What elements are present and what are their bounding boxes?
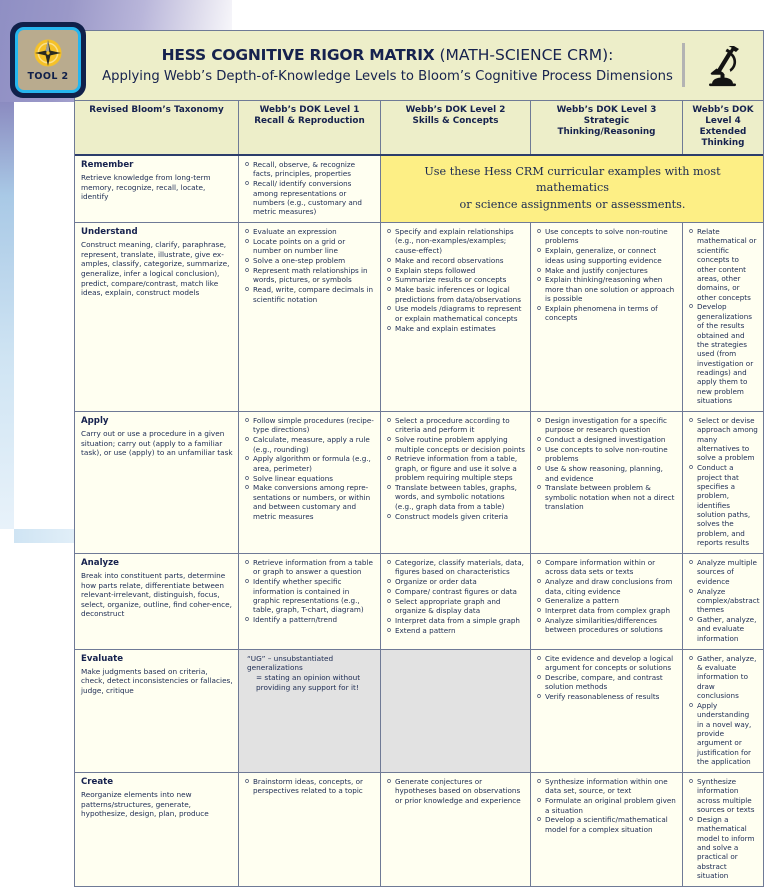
dok3-list — [537, 227, 677, 323]
list-item: o Construct models given criteria — [387, 512, 525, 521]
dok2-cell-create — [381, 773, 531, 886]
microscope-icon — [701, 43, 747, 87]
bloom-cell-apply — [75, 412, 239, 553]
crm-usage-banner — [381, 156, 763, 222]
list-item: o Organize or order data — [387, 577, 525, 586]
bloom-description: Break into constituent parts, determine how parts relate, differentiate between relevant-irrelevant, distinguish, focus, select, organize, outline, find coher-ence, deconstruct — [81, 570, 232, 619]
dok4-list — [689, 654, 758, 767]
matrix-row-understand — [75, 223, 763, 412]
list-item: o Design investigation for a specific purpose or research question — [537, 416, 677, 435]
list-item: o Locate points on a grid or number on number line — [245, 237, 375, 256]
matrix-header — [75, 31, 763, 101]
dok2-list — [387, 558, 525, 635]
dok2-list — [387, 227, 525, 333]
matrix-row-analyze — [75, 554, 763, 650]
tool-badge — [10, 22, 86, 98]
list-item: o Solve routine problem applying multiple concepts or decision points — [387, 435, 525, 454]
list-item: o Relate mathematical or scientific concepts to other content areas, other domains, or other concepts — [689, 227, 758, 302]
dok4-list — [689, 227, 758, 405]
list-item: o Specify and explain relationships (e.g., non-examples/examples; cause-effect) — [387, 227, 525, 255]
bloom-cell-evaluate — [75, 650, 239, 772]
list-item: o Follow simple procedures (recipe-type directions) — [245, 416, 375, 435]
dok1-list — [245, 416, 375, 521]
list-item: o Select a procedure according to criteria and perform it — [387, 416, 525, 435]
bloom-description: Reorganize elements into new patterns/structures, generate, hypothesize, design, plan, produce — [81, 790, 209, 819]
bloom-title: Create — [81, 777, 114, 787]
dok4-cell-evaluate — [683, 650, 763, 772]
column-header-dok4-line1: Webb’s DOK Level 4 — [692, 105, 754, 126]
list-item: o Translate between problem & symbolic notation when not a direct translation — [537, 483, 677, 511]
dok4-list — [689, 558, 758, 643]
ug-note-line1: “UG” – unsubstantiated generalizations — [247, 653, 334, 673]
dok1-list — [245, 558, 375, 625]
list-item: o Identify a pattern/trend — [245, 615, 375, 624]
list-item: o Compare information within or across data sets or texts — [537, 558, 677, 577]
dok1-cell-evaluate — [239, 650, 381, 772]
dok1-cell-remember — [239, 156, 381, 222]
dok1-list — [245, 777, 375, 796]
dok2-cell-analyze — [381, 554, 531, 649]
column-header-dok1-line1: Webb’s DOK Level 1 — [259, 105, 360, 115]
page-title — [97, 46, 678, 65]
ug-note-line3: providing any support for it! — [256, 682, 359, 692]
dok3-cell-create — [531, 773, 683, 886]
column-header-bloom — [75, 101, 239, 154]
list-item: o Describe, compare, and contrast solution methods — [537, 673, 677, 692]
list-item: o Make basic inferences or logical predictions from data/observations — [387, 285, 525, 304]
list-item: o Brainstorm ideas, concepts, or perspectives related to a topic — [245, 777, 375, 796]
dok4-list — [689, 777, 758, 880]
bloom-title: Analyze — [81, 557, 119, 568]
list-item: o Synthesize information across multiple sources or texts — [689, 777, 758, 814]
list-item: o Solve a one-step problem — [245, 256, 375, 265]
list-item: o Make and explain estimates — [387, 324, 525, 333]
list-item: o Develop generalizations of the results obtained and the strategies used (from investigation or readings) and apply them to new problem situations — [689, 302, 758, 405]
list-item: o Use models /diagrams to represent or explain mathematical concepts — [387, 304, 525, 323]
list-item: o Make and justify conjectures — [537, 266, 677, 275]
list-item: o Conduct a designed investigation — [537, 435, 677, 444]
list-item: o Extend a pattern — [387, 626, 525, 635]
list-item: o Conduct a project that specifies a problem, identifies solution paths, solves the problem, and reports results — [689, 463, 758, 547]
list-item: o Gather, analyze, and evaluate information — [689, 615, 758, 643]
crm-usage-banner-line2: or science assignments or assessments. — [459, 197, 686, 211]
dok4-cell-create — [683, 773, 763, 886]
matrix-row-remember — [75, 156, 763, 223]
list-item: o Explain, generalize, or connect ideas using supporting evidence — [537, 246, 677, 265]
hess-cognitive-rigor-matrix — [74, 30, 764, 887]
dok2-cell-apply — [381, 412, 531, 553]
column-header-dok3 — [531, 101, 683, 154]
list-item: o Analyze similarities/differences between procedures or solutions — [537, 616, 677, 635]
bloom-description: Construct meaning, clarify, paraphrase, represent, translate, illustrate, give ex-amples, classify, categorize, summarize, generalize, infer a logical conclusion), predict, compare/contrast, match like ideas, explain, construct models — [81, 240, 230, 298]
page-title-light: (MATH-SCIENCE CRM): — [434, 46, 614, 65]
column-header-dok1 — [239, 101, 381, 154]
dok4-cell-apply — [683, 412, 763, 553]
column-header-dok2-line2: Skills & Concepts — [412, 115, 499, 126]
column-header-dok4-line2: Extended Thinking — [699, 126, 747, 148]
dok3-list — [537, 558, 677, 635]
matrix-header-text — [75, 46, 678, 83]
list-item: o Design a mathematical model to inform and solve a practical or abstract situation — [689, 815, 758, 881]
list-item: o Summarize results or concepts — [387, 275, 525, 284]
bloom-description: Make judgments based on criteria, check, detect inconsistencies or fallacies, judge, critique — [81, 666, 233, 695]
dok1-cell-apply — [239, 412, 381, 553]
dok1-cell-analyze — [239, 554, 381, 649]
list-item: o Calculate, measure, apply a rule (e.g., rounding) — [245, 435, 375, 454]
column-header-bloom-line1: Revised Bloom’s Taxonomy — [89, 105, 224, 115]
list-item: o Formulate an original problem given a situation — [537, 796, 677, 815]
list-item: o Identify whether specific information is contained in graphic representations (e.g., table, graph, T-chart, diagram) — [245, 577, 375, 614]
dok2-list — [387, 777, 525, 805]
dok3-cell-evaluate — [531, 650, 683, 772]
list-item: o Translate between tables, graphs, words, and symbolic notations (e.g., graph data from a table) — [387, 483, 525, 511]
matrix-row-create — [75, 773, 763, 886]
dok2-cell-evaluate — [381, 650, 531, 772]
list-item: o Compare/ contrast figures or data — [387, 587, 525, 596]
list-item: o Retrieve information from a table, graph, or figure and use it solve a problem requiring multiple steps — [387, 454, 525, 482]
list-item: o Generate conjectures or hypotheses based on observations or prior knowledge and experience — [387, 777, 525, 805]
list-item: o Explain thinking/reasoning when more than one solution or approach is possible — [537, 275, 677, 303]
bloom-description: Retrieve knowledge from long-term memory, recognize, recall, locate, identify — [81, 172, 211, 202]
column-header-dok2 — [381, 101, 531, 154]
bloom-cell-understand — [75, 223, 239, 411]
list-item: o Verify reasonableness of results — [537, 692, 677, 701]
dok3-list — [537, 654, 677, 702]
dok2-list — [387, 416, 525, 521]
bloom-title: Remember — [81, 159, 134, 170]
dok3-list — [537, 777, 677, 834]
header-divider — [682, 43, 685, 87]
list-item: o Synthesize information within one data set, source, or text — [537, 777, 677, 796]
dok2-cell-understand — [381, 223, 531, 411]
tool-badge-label: TOOL 2 — [27, 71, 69, 82]
dok3-list — [537, 416, 677, 512]
list-item: o Evaluate an expression — [245, 227, 375, 236]
list-item: o Use concepts to solve non-routine problems — [537, 445, 677, 464]
list-item: o Use & show reasoning, planning, and evidence — [537, 464, 677, 483]
dok4-cell-analyze — [683, 554, 763, 649]
page-title-strong: HESS COGNITIVE RIGOR MATRIX — [161, 46, 435, 65]
list-item: o Analyze and draw conclusions from data, citing evidence — [537, 577, 677, 596]
list-item: o Apply algorithm or formula (e.g., area, perimeter) — [245, 454, 375, 473]
list-item: o Make and record observations — [387, 256, 525, 265]
list-item: o Explain steps followed — [387, 266, 525, 275]
column-header-dok4 — [683, 101, 763, 154]
bloom-cell-remember — [75, 156, 239, 222]
page-subtitle: Applying Webb’s Depth-of-Knowledge Levels to Bloom’s Cognitive Process Dimensions — [102, 68, 673, 84]
list-item: o Select or devise approach among many alternatives to solve a problem — [689, 416, 758, 463]
dok1-list — [245, 227, 375, 304]
list-item: o Read, write, compare decimals in scientific notation — [245, 285, 375, 304]
list-item: o Select appropriate graph and organize & display data — [387, 597, 525, 616]
matrix-body — [75, 156, 763, 886]
crm-usage-banner-line1: Use these Hess CRM curricular examples with most mathematics — [424, 165, 721, 195]
column-header-dok3-line1: Webb’s DOK Level 3 — [556, 105, 657, 115]
list-item: o Explain phenomena in terms of concepts — [537, 304, 677, 323]
tool-badge-inner — [15, 27, 81, 93]
dok1-cell-understand — [239, 223, 381, 411]
list-item: o Categorize, classify materials, data, figures based on characteristics — [387, 558, 525, 577]
dok4-list — [689, 416, 758, 548]
list-item: o Recall/ identify conversions among representations or numbers (e.g., customary and metric measures) — [245, 179, 375, 216]
list-item: o Gather, analyze, & evaluate information to draw conclusions — [689, 654, 758, 701]
list-item: o Develop a scientific/mathematical model for a complex situation — [537, 815, 677, 834]
dok1-list — [245, 160, 375, 217]
list-item: o Represent math relationships in words, pictures, or symbols — [245, 266, 375, 285]
list-item: o Make conversions among repre-sentations or numbers, or within and between customary and metric measures — [245, 483, 375, 520]
dok1-cell-create — [239, 773, 381, 886]
list-item: o Interpret data from complex graph — [537, 606, 677, 615]
list-item: o Retrieve information from a table or graph to answer a question — [245, 558, 375, 577]
decorative-left-stripe — [0, 102, 14, 529]
list-item: o Recall, observe, & recognize facts, principles, properties — [245, 160, 375, 179]
matrix-row-apply — [75, 412, 763, 554]
bloom-title: Understand — [81, 227, 138, 238]
crm-usage-banner-text — [387, 164, 758, 213]
column-header-row — [75, 101, 763, 156]
bloom-title: Evaluate — [81, 653, 124, 664]
list-item: o Use concepts to solve non-routine problems — [537, 227, 677, 246]
dok3-cell-analyze — [531, 554, 683, 649]
ug-note — [245, 654, 375, 693]
column-header-dok3-line2: Strategic Thinking/Reasoning — [557, 115, 656, 137]
list-item: o Cite evidence and develop a logical argument for concepts or solutions — [537, 654, 677, 673]
bloom-description: Carry out or use a procedure in a given situation; carry out (apply to a familiar task), or use (apply) to an unfamiliar task — [81, 428, 233, 458]
list-item: o Generalize a pattern — [537, 596, 677, 605]
dok3-cell-apply — [531, 412, 683, 553]
list-item: o Analyze complex/abstract themes — [689, 587, 758, 615]
compass-rose-icon — [31, 38, 65, 70]
matrix-row-evaluate — [75, 650, 763, 773]
bloom-cell-analyze — [75, 554, 239, 649]
bloom-cell-create — [75, 773, 239, 886]
ug-note-line2: = stating an opinion without — [256, 672, 361, 682]
column-header-dok2-line1: Webb’s DOK Level 2 — [405, 105, 506, 115]
dok4-cell-understand — [683, 223, 763, 411]
list-item: o Interpret data from a simple graph — [387, 616, 525, 625]
list-item: o Analyze multiple sources of evidence — [689, 558, 758, 586]
dok3-cell-understand — [531, 223, 683, 411]
list-item: o Solve linear equations — [245, 474, 375, 483]
bloom-title: Apply — [81, 415, 109, 426]
list-item: o Apply understanding in a novel way, provide argument or justification for the application — [689, 701, 758, 767]
column-header-dok1-line2: Recall & Reproduction — [254, 115, 365, 126]
